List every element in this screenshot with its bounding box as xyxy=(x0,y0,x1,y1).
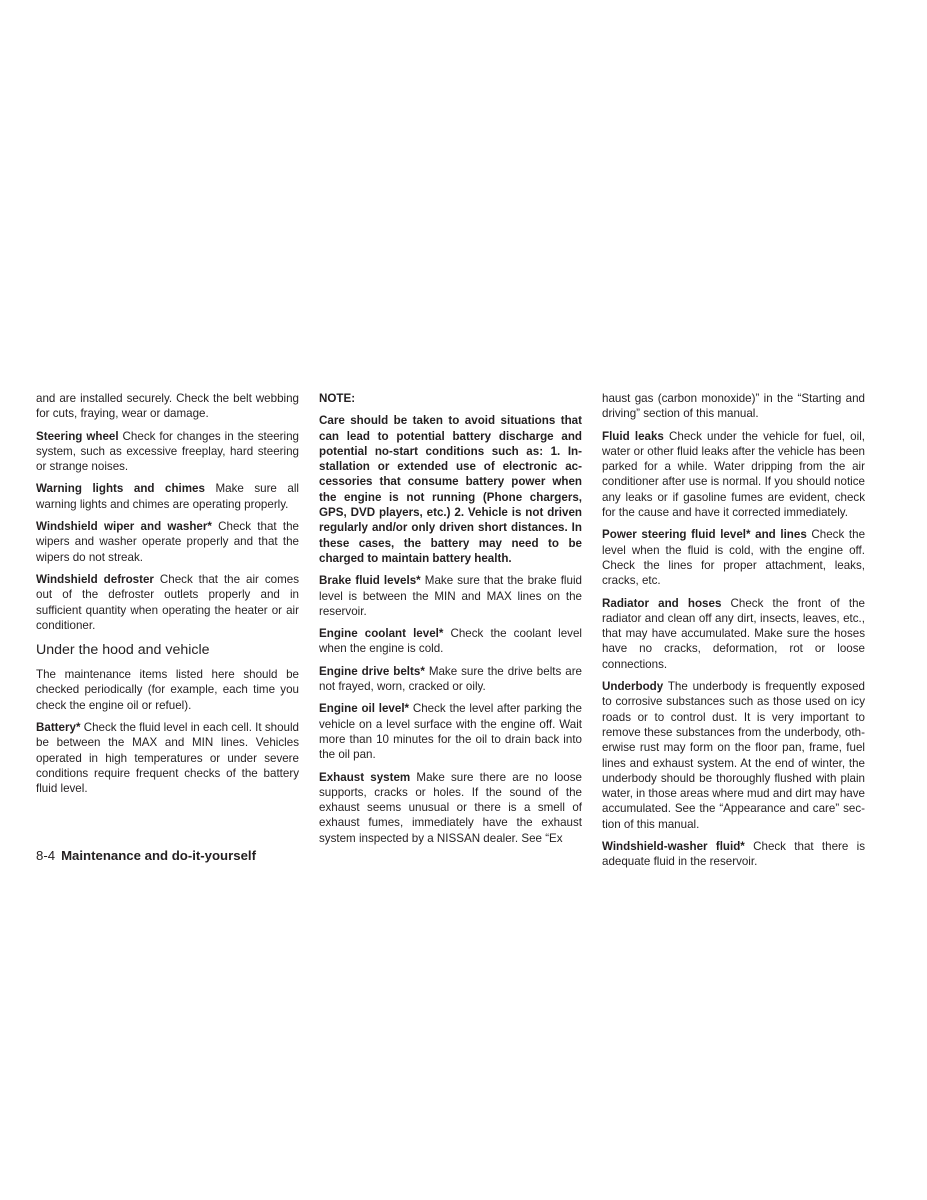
item-underbody xyxy=(602,679,865,832)
footer-section-title: Maintenance and do-it-yourself xyxy=(61,848,256,863)
item-washer-fluid xyxy=(602,839,865,870)
item-term: Power steering fluid level* and lines xyxy=(602,528,807,542)
item-term: Warning lights and chimes xyxy=(36,482,205,496)
item-term: Steering wheel xyxy=(36,429,119,443)
item-defroster xyxy=(36,572,299,633)
item-text: Check that the air comes out of the defroster outlets properly and in sufficient quantity when operating the heater or air conditioner. xyxy=(36,572,299,632)
item-term: Engine coolant level* xyxy=(319,627,444,641)
item-text: Check the front of the radiator and clean off any dirt, insects, leaves, etc., that may have accumulated. Make sure the hoses have no cracks, deformation, rot or loose connections. xyxy=(602,596,865,671)
item-text: Make sure the drive belts are not frayed, worn, cracked or oily. xyxy=(319,664,583,694)
item-text: Make sure that the brake fluid level is between the MIN and MAX lines on the reservoir. xyxy=(319,574,582,618)
item-text: The underbody is frequently exposed to corrosive substances such as those used on icy roads or to control dust. It is very important to remove these substances from the underbody, otherwise rust may form on the floor pan, frame, fuel lines and exhaust system. At the end of winter, the underbody should be thoroughly flushed with plain water, in those areas where mud and dirt may have accumulated. See the “Appearance and care” section of this manual. xyxy=(602,680,865,831)
item-text: Make sure all warning lights and chimes are operating properly. xyxy=(36,482,299,511)
item-wiper-washer xyxy=(36,519,299,565)
item-text: Check the level after parking the vehicle on a level surface with the engine off. Wait more than 10 minutes for the oil to drain back into the oil pan. xyxy=(319,702,582,762)
item-warning-lights xyxy=(36,481,299,512)
item-term: Radiator and hoses xyxy=(602,596,722,610)
item-term: Exhaust system xyxy=(319,770,411,784)
item-text: Check for changes in the steering system, such as excessive freeplay, hard steering or strange noises. xyxy=(36,429,299,474)
section-intro-paragraph: The maintenance items listed here should be checked periodically (for example, each time you check the engine oil or refuel). xyxy=(36,668,299,712)
item-text: Check the level when the fluid is cold, with the engine off. Check the lines for proper attachment, leaks, cracks, etc. xyxy=(602,528,866,588)
item-exhaust-system xyxy=(319,770,582,846)
item-drive-belts xyxy=(319,664,582,695)
item-engine-coolant xyxy=(319,626,582,657)
item-term: Windshield-washer fluid* xyxy=(602,840,745,854)
note-heading: NOTE: xyxy=(319,392,356,405)
continued-paragraph: and are installed securely. Check the belt webbing for cuts, fraying, wear or damage. xyxy=(36,392,299,421)
item-text: Make sure there are no loose supports, cracks or holes. If the sound of the exhaust seems unusual or there is a smell of exhaust fumes, immediately have the exhaust system inspected by a NISSAN dealer. See “Ex xyxy=(319,770,582,845)
item-term: Fluid leaks xyxy=(602,429,664,443)
item-fluid-leaks xyxy=(602,429,865,521)
item-battery xyxy=(36,720,299,796)
column-left xyxy=(36,391,299,804)
item-power-steering xyxy=(602,527,865,588)
page-footer xyxy=(36,847,256,865)
item-steering-wheel xyxy=(36,429,299,475)
page-number: 8-4 xyxy=(36,848,56,863)
item-term: Battery* xyxy=(36,721,81,735)
item-term: Underbody xyxy=(602,680,664,694)
section-heading: Under the hood and vehicle xyxy=(36,642,210,659)
continued-paragraph: haust gas (carbon monoxide)” in the “Starting and driving” section of this manual. xyxy=(602,392,865,421)
item-text: Check that the wipers and washer operate properly and that the wipers do not streak. xyxy=(36,520,299,564)
note-body: Care should be taken to avoid situations that can lead to potential battery discharge and potential no-start conditions such as: 1. Installation or extended use of electronic accessories that consume battery power when the engine is not running (Phone chargers, GPS, DVD players, etc.) 2. Vehicle is not driven regularly and/or only driven short distances. In these cases, the battery may need to be charged to maintain battery health. xyxy=(319,414,582,565)
item-text: Check the fluid level in each cell. It should be between the MAX and MIN lines. Vehicles operated in high temperatures or under severe conditions require frequent checks of the battery fluid level. xyxy=(36,721,299,796)
item-engine-oil xyxy=(319,701,582,762)
item-text: Check that there is adequate fluid in the reservoir. xyxy=(602,840,865,869)
item-radiator-hoses xyxy=(602,596,865,672)
item-brake-fluid xyxy=(319,573,582,619)
item-term: Windshield defroster xyxy=(36,572,154,586)
item-term: Windshield wiper and washer* xyxy=(36,520,212,534)
column-right xyxy=(602,391,865,877)
item-term: Engine oil level* xyxy=(319,702,410,716)
item-term: Engine drive belts* xyxy=(319,664,425,678)
item-term: Brake fluid levels* xyxy=(319,574,421,588)
item-text: Check the coolant level when the engine is cold. xyxy=(319,627,582,656)
column-middle xyxy=(319,391,582,853)
item-text: Check under the vehicle for fuel, oil, water or other fluid leaks after the vehicle has been parked for a while. Water dripping from the air conditioner after use is normal. If you should notice any leaks or if gasoline fumes are evident, check for the cause and have it corrected immediately. xyxy=(602,429,865,520)
